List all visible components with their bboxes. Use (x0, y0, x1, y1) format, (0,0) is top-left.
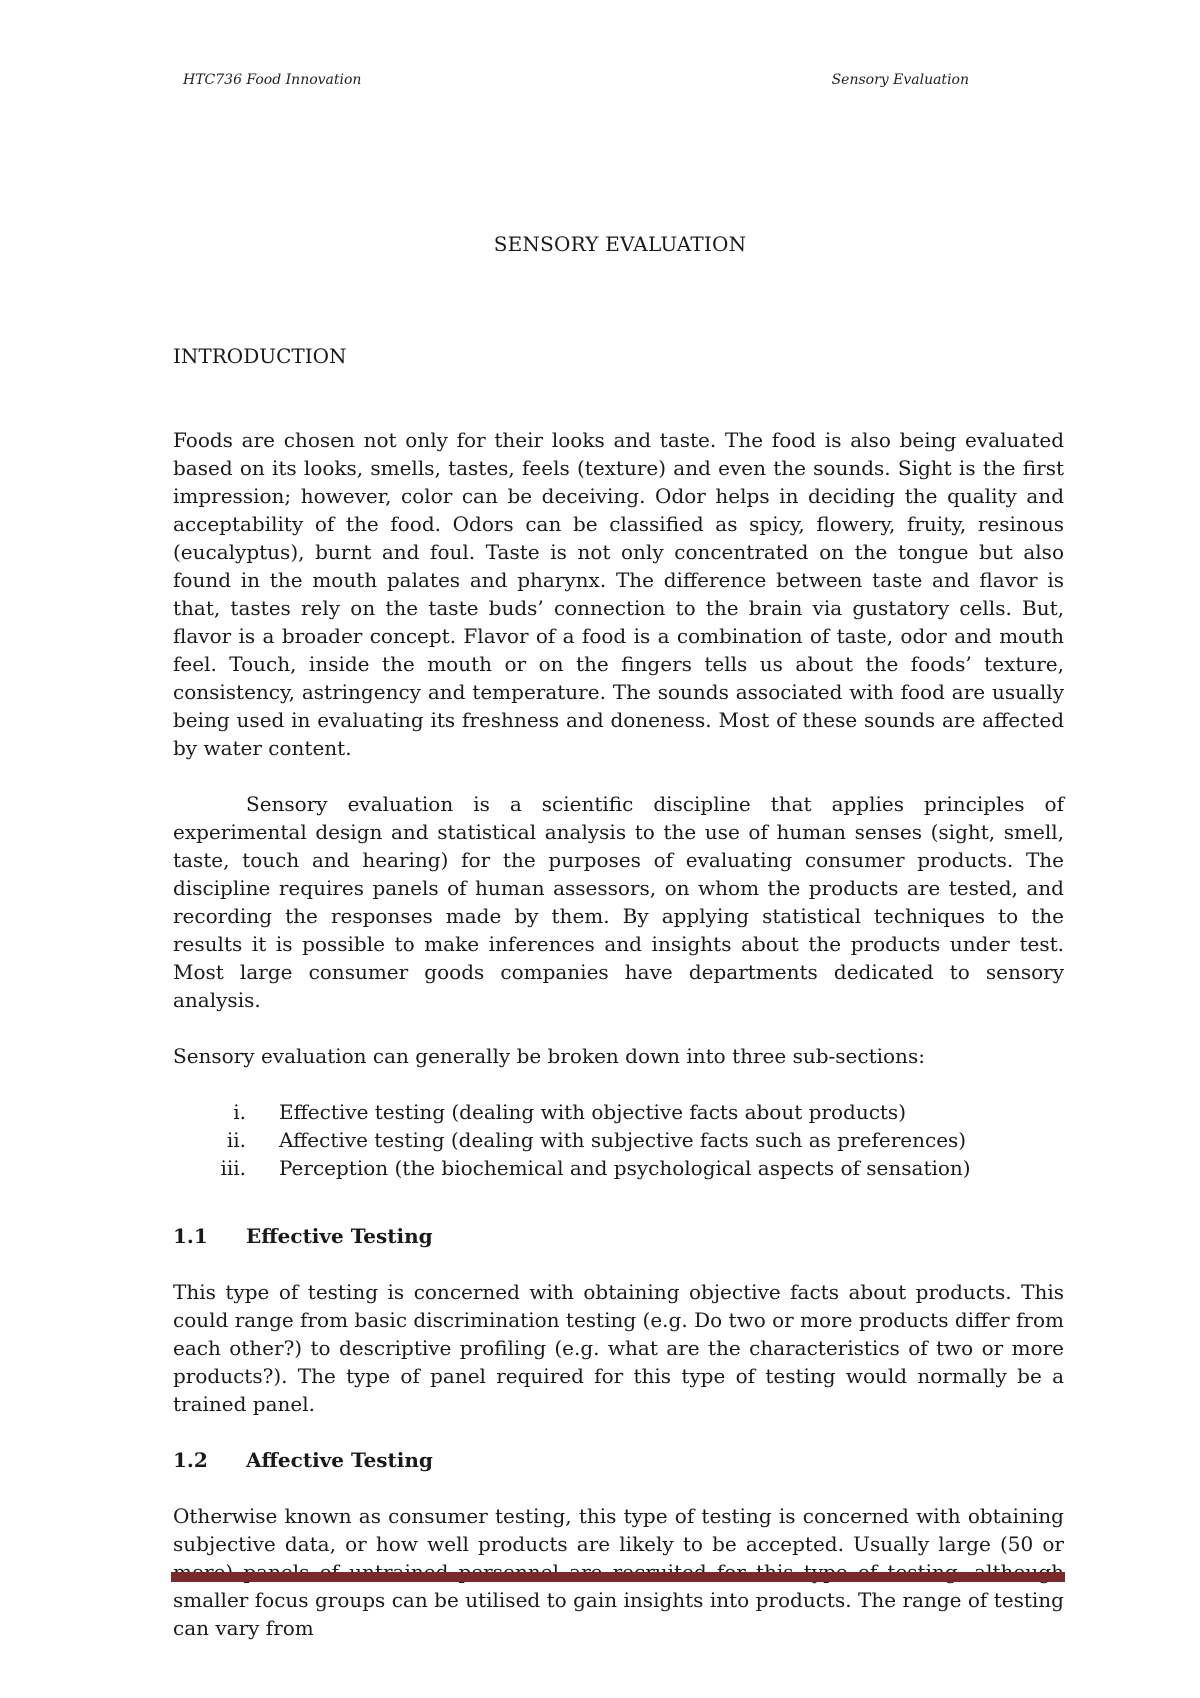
section-1-2-heading (173, 1446, 1064, 1474)
list-item-text: Affective testing (dealing with subjective facts such as preferences) (279, 1128, 967, 1152)
list-item (173, 1098, 1064, 1126)
section-1-1-paragraph: This type of testing is concerned with obtaining objective facts about products. This could range from basic discrimination testing (e.g. Do two or more products differ from each other?) to descriptive profiling (e.g. what are the characteristics of two or more products?). The type of panel required for this type of testing would normally be a trained panel. (173, 1280, 1064, 1416)
section-number: 1.1 (173, 1224, 208, 1248)
list-item-number: i. (233, 1100, 246, 1124)
section-title: Effective Testing (246, 1224, 433, 1248)
section-title: Affective Testing (246, 1448, 433, 1472)
introduction-paragraph-1: Foods are chosen not only for their looks and taste. The food is also being evaluated based on its looks, smells, tastes, feels (texture) and even the sounds. Sight is the first impression; however, color can be deceiving. Odor helps in deciding the quality and acceptability of the food. Odors can be classified as spicy, flowery, fruity, resinous (eucalyptus), burnt and foul. Taste is not only concentrated on the tongue but also found in the mouth palates and pharynx. The difference between taste and flavor is that, tastes rely on the taste buds’ connection to the brain via gustatory cells. But, flavor is a broader concept. Flavor of a food is a combination of taste, odor and mouth feel. Touch, inside the mouth or on the fingers tells us about the foods’ texture, consistency, astringency and temperature. The sounds associated with food are usually being used in evaluating its freshness and doneness. Most of these sounds are affected by water content. (173, 428, 1064, 760)
introduction-heading: INTRODUCTION (173, 344, 347, 368)
introduction-paragraph-3: Sensory evaluation can generally be broken down into three sub-sections: (173, 1044, 925, 1068)
header-document-topic: Sensory Evaluation (831, 72, 969, 88)
document-body (173, 342, 1064, 1642)
list-item-text: Effective testing (dealing with objective facts about products) (279, 1100, 907, 1124)
section-1-1-heading (173, 1222, 1064, 1250)
header-course-title: HTC736 Food Innovation (183, 72, 362, 88)
document-title: SENSORY EVALUATION (493, 232, 747, 256)
section-number: 1.2 (173, 1448, 208, 1472)
section-1-2-paragraph: Otherwise known as consumer testing, this type of testing is concerned with obtaining subjective data, or how well products are likely to be accepted. Usually large (50 or smaller focus groups can be utilised to gain insights into products. The range of testing can vary from (173, 1504, 1064, 1640)
list-item-number: ii. (226, 1128, 246, 1152)
footer-rule (171, 1572, 1065, 1582)
list-item-text: Perception (the biochemical and psychological aspects of sensation) (279, 1156, 971, 1180)
subsection-list (173, 1098, 1064, 1182)
list-item (173, 1126, 1064, 1154)
list-item-number: iii. (220, 1156, 246, 1180)
running-header (183, 72, 969, 88)
list-item (173, 1154, 1064, 1182)
introduction-paragraph-2: Sensory evaluation is a scientific discipline that applies principles of experimental design and statistical analysis to the use of human senses (sight, smell, taste, touch and hearing) for the purposes of evaluating consumer products. The discipline requires panels of human assessors, on whom the products are tested, and recording the responses made by them. By applying statistical techniques to the results it is possible to make inferences and insights about the products under test. Most large consumer goods companies have departments dedicated to sensory analysis. (173, 792, 1064, 1012)
